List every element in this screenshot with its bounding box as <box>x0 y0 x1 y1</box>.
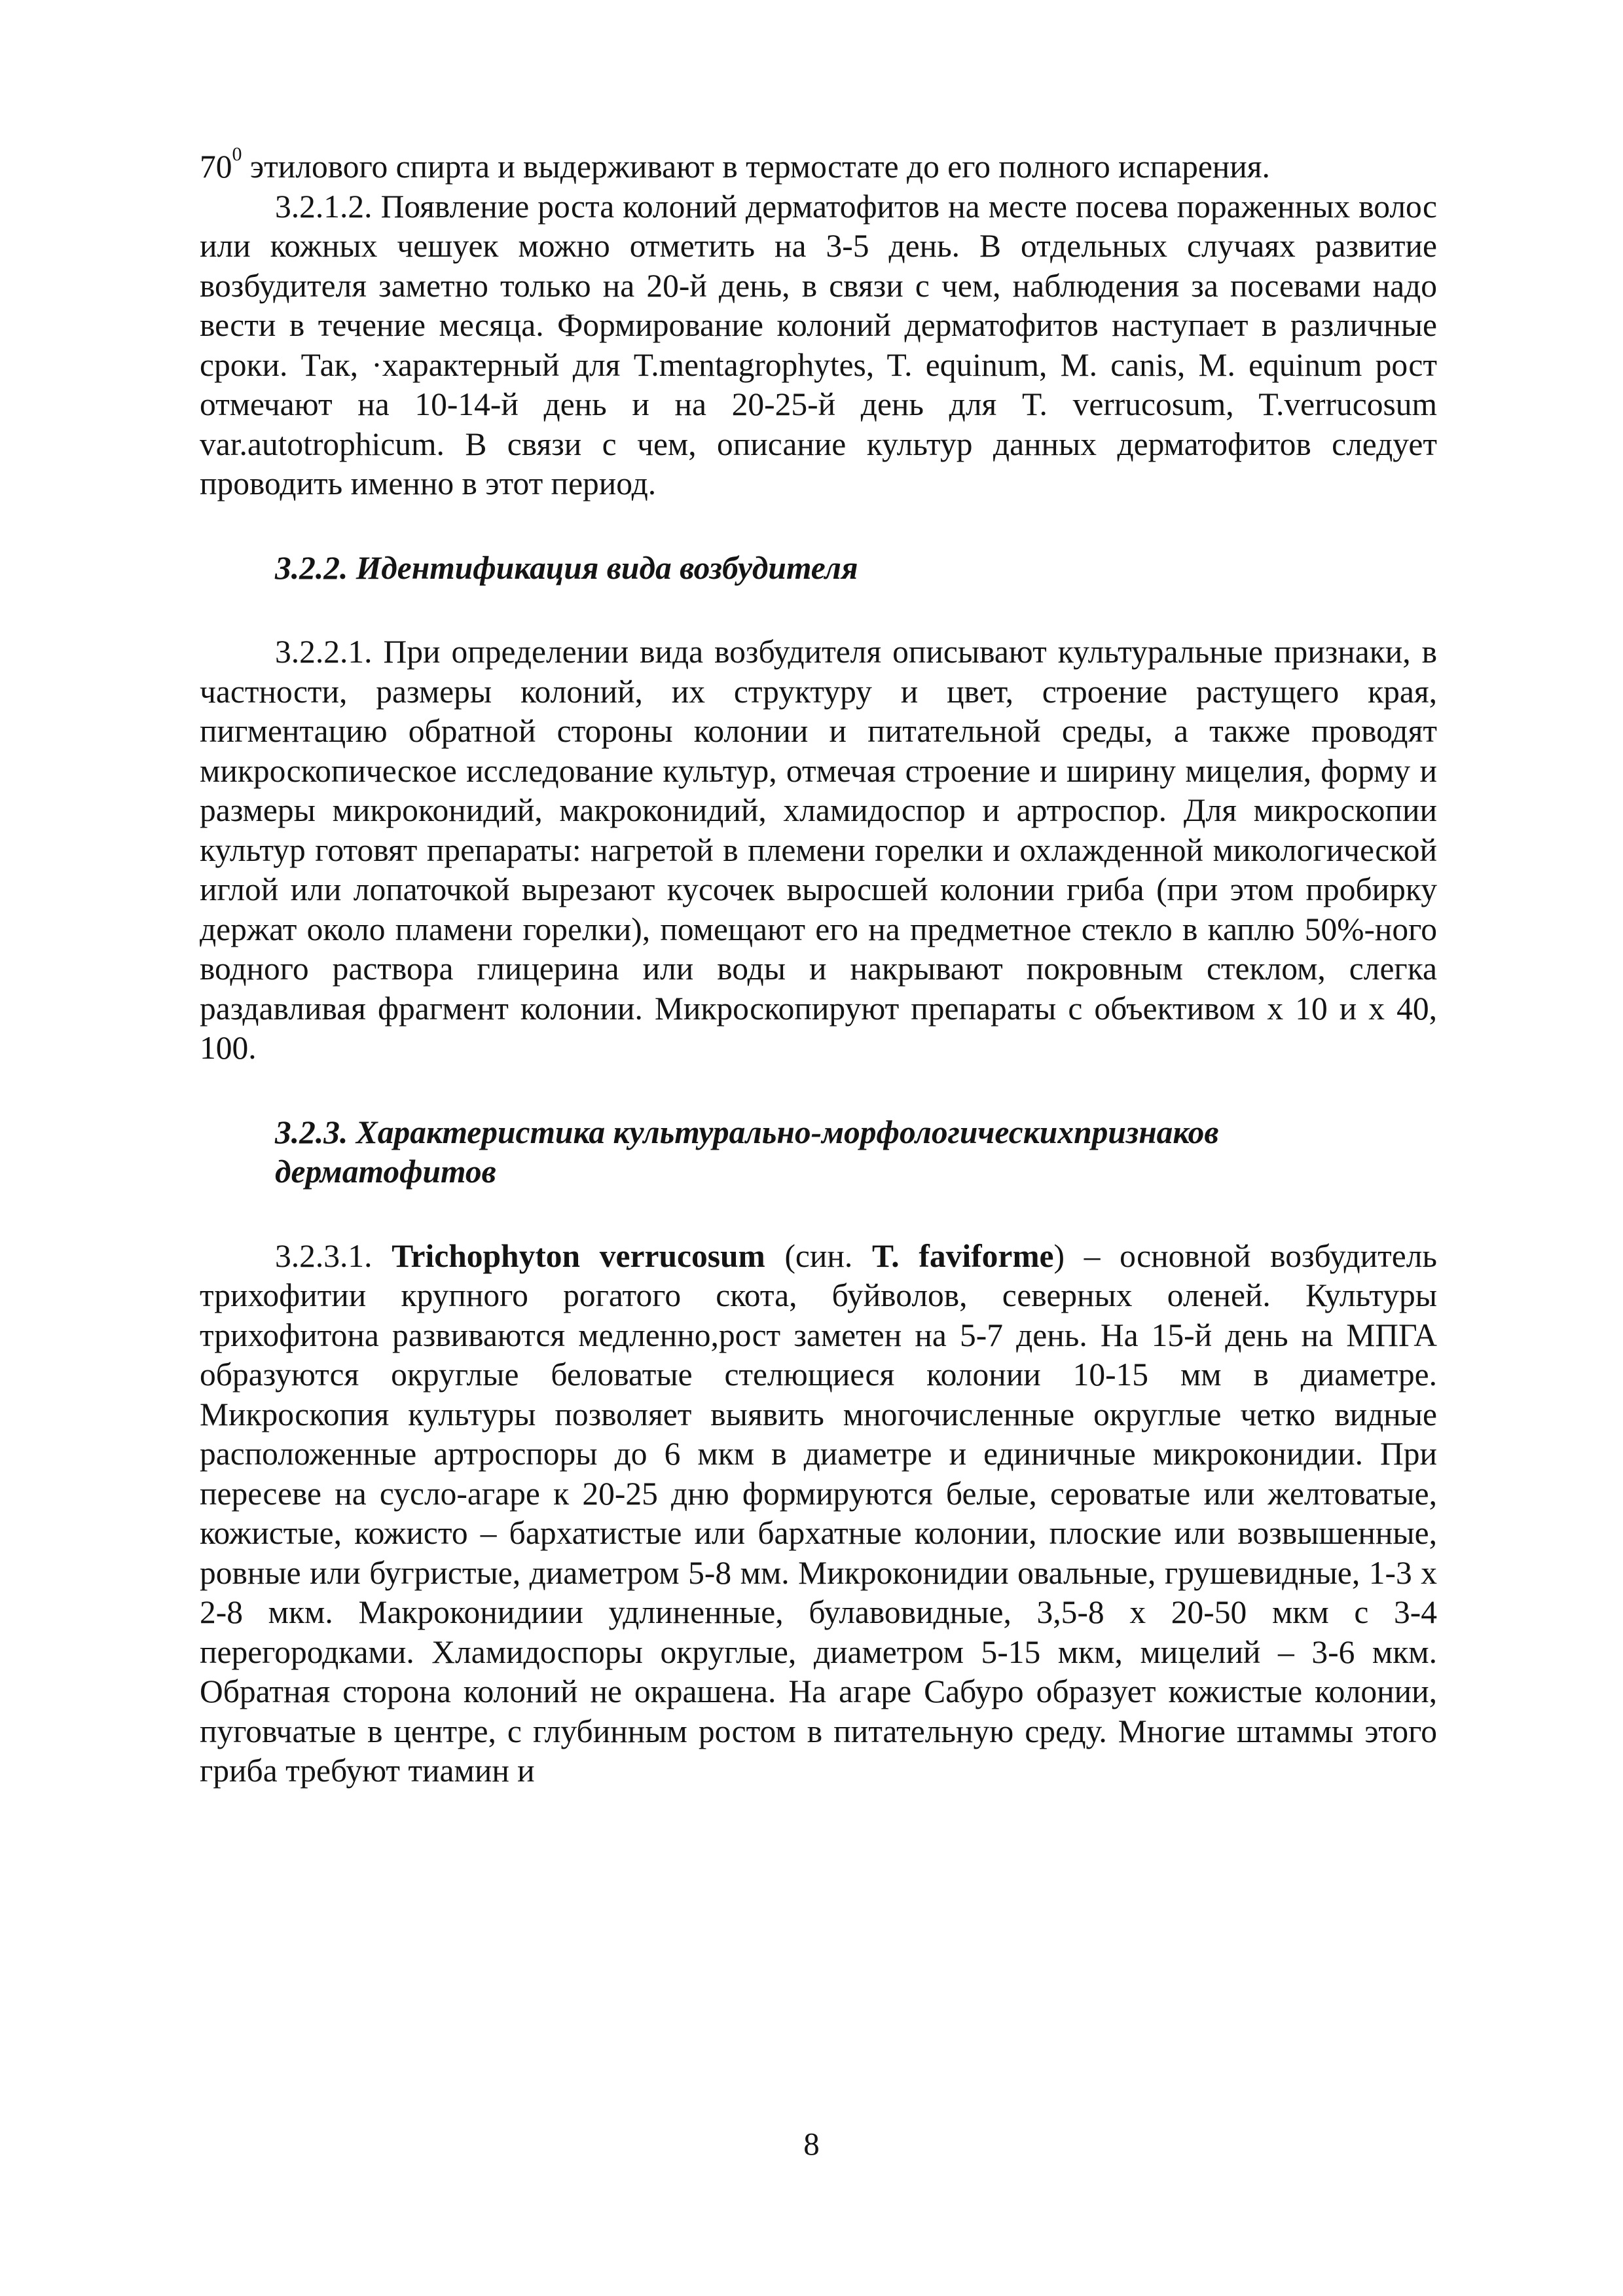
paragraph-text: ) – основной возбудитель трихофитии крупного рогатого скота, буйволов, северных оленей. Культуры трихофитона развиваются медленно,рост заметен на 5-7 день. На 15-й день на МПГА образуются округлые беловатые стелющиеся колонии 10-15 мм в диаметре. Микроскопия культуры позволяет выявить многочисленные округлые четко видные расположенные артроспоры до 6 мкм в диаметре и единичные микроконидии. При пересеве на сусло-агаре к 20-25 дню формируются белые, сероватые или желтоватые, кожистые, кожисто – бархатистые или бархатные колонии, плоские или возвышенные, ровные или бугристые, диаметром 5-8 мм. Микроконидии овальные, грушевидные, 1-3 х 2-8 мкм. Макроконидиии удлиненные, булавовидные, 3,5-8 х 20-50 мкм с 3-4 перегородками. Хламидоспоры округлые, диаметром 5-15 мкм, мицелий – 3-6 мкм. Обратная сторона колоний не окрашена. На агаре Сабуро образует кожистые колонии, пуговчатые в центре, с глубинным ростом в питательную среду. Многие штаммы этого гриба требуют тиамин и <box>200 1237 1437 1789</box>
species-name: Trichophyton verrucosum <box>392 1237 765 1274</box>
section-heading-3-2-3: 3.2.3. Характеристика культурально-морфологическихпризнаков дерматофитов <box>275 1114 1219 1190</box>
degree-mark: 0 <box>232 143 242 165</box>
section-heading-3-2-2: 3.2.2. Идентификация вида возбудителя <box>275 549 858 586</box>
synonym-prefix: (син. <box>765 1237 872 1274</box>
paragraph-number: 3.2.3.1. <box>275 1237 373 1274</box>
continuation-text: этилового спирта и выдерживают в термостате до его полного испарения. <box>242 149 1270 185</box>
paragraph-3-2-3-1 <box>200 1237 1437 1791</box>
paragraph-text: Появление роста колоний дерматофитов на месте посева пораженных волос или кожных чешуек можно отметить на 3-5 день. В отдельных случаях развитие возбудителя заметно только на 20-й день, в связи с чем, наблюдения за посевами надо вести в течение месяца. Формирование колоний дерматофитов наступает в различные сроки. Так, ·характерный для T.mentagrophytes, T. equinum, M. canis, M. equinum рост отмечают на 10-14-й день и на 20-25-й день для T. verrucosum, T.verrucosum var.autotrophicum. В связи с чем, описание культур данных дерматофитов следует проводить именно в этот период. <box>200 188 1437 501</box>
paragraph-text: При определении вида возбудителя описывают культуральные признаки, в частности, размеры колоний, их структуру и цвет, строение растущего края, пигментацию обратной стороны колонии и питательной среды, а также проводят микроскопическое исследование культур, отмечая строение и ширину мицелия, форму и размеры микроконидий, макроконидий, хламидоспор и артроспор. Для микроскопии культур готовят препараты: нагретой в племени горелки и охлажденной микологической иглой или лопаточкой вырезают кусочек выросшей колонии гриба (при этом пробирку держат около пламени горелки), помещают его на предметное стекло в каплю 50%-ного водного раствора глицерина или воды и накрывают покровным стеклом, слегка раздавливая фрагмент колонии. Микроскопируют препараты с объективом х 10 и х 40, 100. <box>200 634 1437 1066</box>
paragraph-3-2-1-2 <box>200 187 1437 504</box>
degree-value: 70 <box>200 149 232 185</box>
paragraph-number: 3.2.2.1. <box>275 634 373 670</box>
page-body <box>200 143 1437 1791</box>
paragraph-3-2-2-1 <box>200 632 1437 1068</box>
continuation-paragraph <box>200 143 1437 187</box>
species-synonym: T. faviforme <box>871 1237 1054 1274</box>
page-number: 8 <box>803 2126 820 2162</box>
paragraph-number: 3.2.1.2. <box>275 188 373 225</box>
